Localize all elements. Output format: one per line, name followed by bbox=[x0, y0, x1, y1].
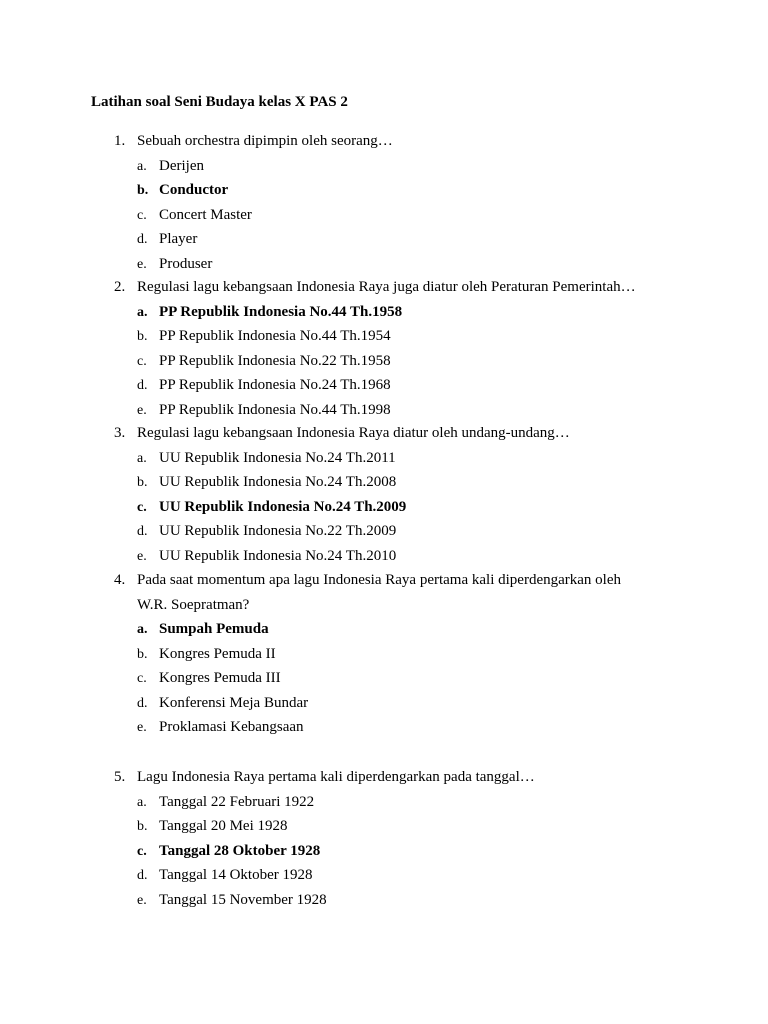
option-text: Kongres Pemuda III bbox=[159, 670, 281, 686]
option-text: Tanggal 20 Mei 1928 bbox=[159, 818, 288, 834]
option-letter: a. bbox=[137, 158, 147, 174]
option-text-correct: Conductor bbox=[159, 182, 229, 198]
option-text: Kongres Pemuda II bbox=[159, 645, 276, 662]
question-number: 3. bbox=[114, 425, 126, 441]
option-letter: a. bbox=[137, 450, 147, 466]
option-letter: a. bbox=[137, 304, 148, 320]
option-letter: e. bbox=[137, 402, 147, 418]
option-text: Derijen bbox=[159, 157, 204, 174]
option-text: Player bbox=[159, 231, 198, 247]
question-text: Regulasi lagu kebangsaan Indonesia Raya diatur oleh undang-undang… bbox=[137, 425, 570, 441]
option-text-correct: Tanggal 28 Oktober 1928 bbox=[159, 842, 321, 859]
option-text: PP Republik Indonesia No.22 Th.1958 bbox=[159, 352, 391, 369]
question-number: 5. bbox=[114, 769, 126, 785]
question-text: Sebuah orchestra dipimpin oleh seorang… bbox=[137, 133, 393, 149]
option-text: Produser bbox=[159, 255, 213, 272]
option-text: Concert Master bbox=[159, 206, 252, 223]
option-letter: b. bbox=[137, 646, 148, 662]
option-letter: e. bbox=[137, 892, 147, 908]
option-letter: b. bbox=[137, 475, 148, 490]
option-text: UU Republik Indonesia No.22 Th.2009 bbox=[159, 523, 397, 539]
option-letter: b. bbox=[137, 183, 149, 198]
option-text: Tanggal 22 Februari 1922 bbox=[159, 793, 315, 810]
question-number: 2. bbox=[114, 279, 126, 295]
option-text: Konferensi Meja Bundar bbox=[159, 694, 309, 711]
option-text: UU Republik Indonesia No.24 Th.2010 bbox=[159, 547, 397, 564]
option-letter: b. bbox=[137, 329, 148, 344]
option-letter: c. bbox=[137, 843, 147, 859]
question-number: 1. bbox=[114, 133, 126, 149]
question-text: Pada saat momentum apa lagu Indonesia Raya pertama kali diperdengarkan oleh W.R. Soepratman? bbox=[137, 572, 621, 613]
option-letter: e. bbox=[137, 548, 147, 564]
option-text-correct: Sumpah Pemuda bbox=[159, 621, 269, 637]
option-letter: c. bbox=[137, 207, 147, 223]
option-text: PP Republik Indonesia No.44 Th.1998 bbox=[159, 401, 391, 418]
option-text: Tanggal 15 November 1928 bbox=[159, 891, 327, 908]
question-text: Regulasi lagu kebangsaan Indonesia Raya juga diatur oleh Peraturan Pemerintah… bbox=[137, 279, 636, 295]
option-text-correct: UU Republik Indonesia No.24 Th.2009 bbox=[159, 498, 407, 515]
option-text: Proklamasi Kebangsaan bbox=[159, 719, 304, 735]
option-letter: d. bbox=[137, 695, 148, 711]
option-text: UU Republik Indonesia No.24 Th.2008 bbox=[159, 474, 397, 490]
option-letter: c. bbox=[137, 353, 147, 369]
question-number: 4. bbox=[114, 572, 126, 588]
option-text: PP Republik Indonesia No.24 Th.1968 bbox=[159, 377, 391, 393]
question-text: Lagu Indonesia Raya pertama kali diperdengarkan pada tanggal… bbox=[137, 769, 535, 785]
option-letter: b. bbox=[137, 819, 148, 834]
option-letter: d. bbox=[137, 868, 148, 883]
option-text-correct: PP Republik Indonesia No.44 Th.1958 bbox=[159, 303, 403, 320]
option-text: PP Republik Indonesia No.44 Th.1954 bbox=[159, 328, 391, 344]
option-letter: d. bbox=[137, 232, 148, 247]
option-letter: d. bbox=[137, 378, 148, 393]
option-letter: c. bbox=[137, 499, 147, 515]
option-text: Tanggal 14 Oktober 1928 bbox=[159, 867, 313, 883]
option-letter: e. bbox=[137, 256, 147, 272]
option-letter: a. bbox=[137, 622, 148, 637]
document-title: Latihan soal Seni Budaya kelas X PAS 2 bbox=[91, 94, 348, 110]
option-text: UU Republik Indonesia No.24 Th.2011 bbox=[159, 449, 396, 466]
option-letter: a. bbox=[137, 794, 147, 810]
option-letter: d. bbox=[137, 524, 148, 539]
option-letter: c. bbox=[137, 671, 147, 686]
option-letter: e. bbox=[137, 720, 147, 735]
